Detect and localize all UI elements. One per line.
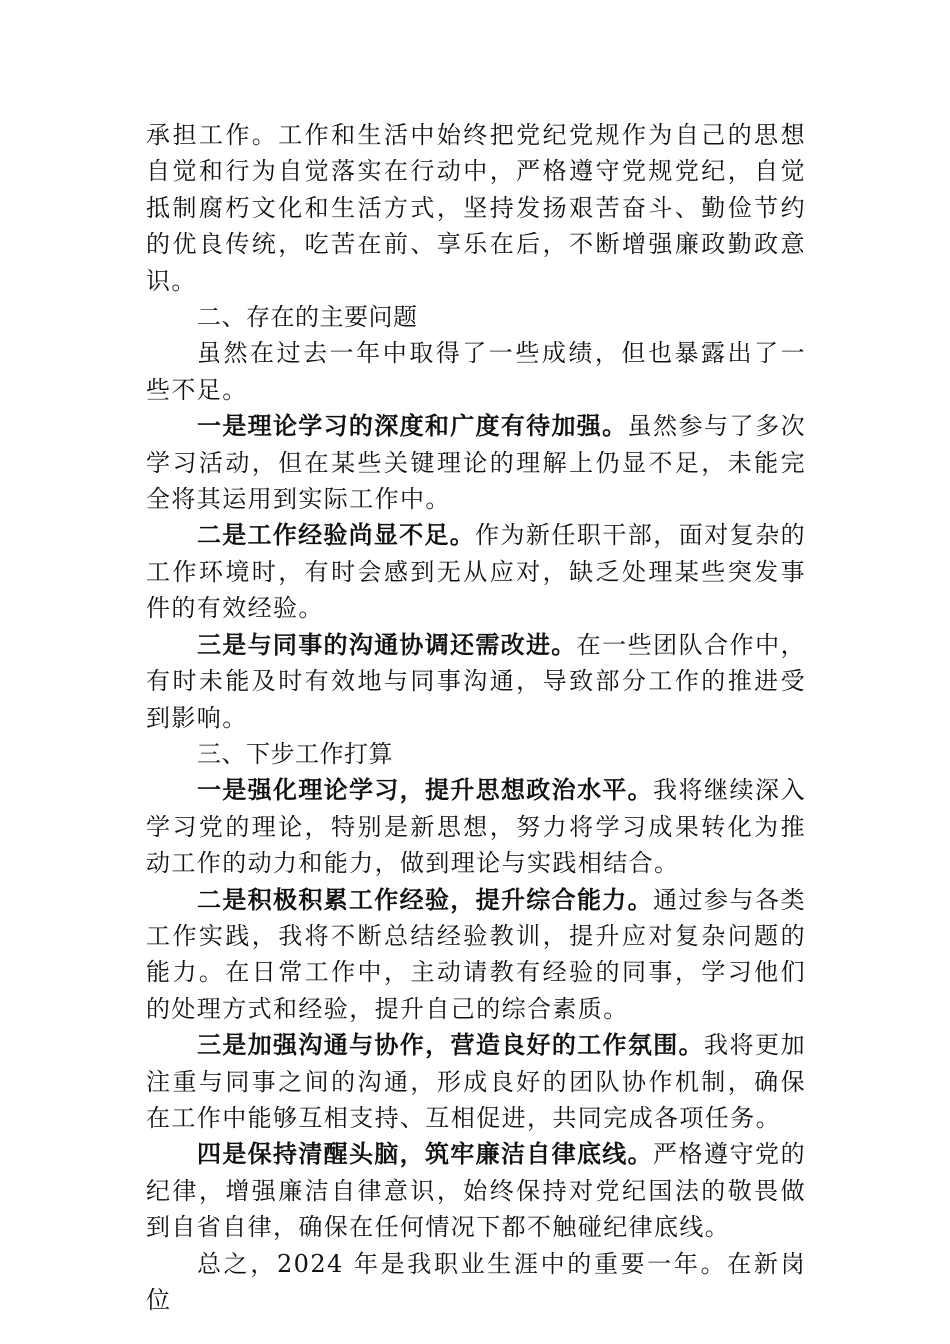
paragraph-plan-3 [146, 1027, 806, 1136]
paragraph-plan-1 [146, 772, 806, 881]
paragraph-lead: 三是加强沟通与协作，营造良好的工作氛围。 [197, 1031, 704, 1060]
paragraph-problems-intro [146, 335, 806, 408]
section-heading-text: 三、下步工作打算 [197, 739, 393, 768]
paragraph-problem-1 [146, 408, 806, 517]
paragraph-text: 严格遵守党的纪律，增强廉洁自律意识，始终保持对党纪国法的敬畏做到自省自律，确保在任何情况下都不触碰纪律底线。 [146, 1140, 806, 1242]
paragraph-text: 在一些团队合作中，有时未能及时有效地与同事沟通，导致部分工作的推进受到影响。 [146, 630, 806, 732]
paragraph-text: 总之，2024 年是我职业生涯中的重要一年。在新岗位 [146, 1249, 806, 1314]
paragraph-plan-2 [146, 882, 806, 1028]
paragraph-continuation [146, 117, 806, 299]
paragraph-lead: 一是强化理论学习，提升思想政治水平。 [197, 776, 653, 805]
paragraph-lead: 三是与同事的沟通协调还需改进。 [197, 630, 577, 659]
paragraph-text: 承担工作。工作和生活中始终把党纪党规作为自己的思想自觉和行为自觉落实在行动中，严格遵守党规党纪，自觉抵制腐朽文化和生活方式，坚持发扬艰苦奋斗、勤俭节约的优良传统，吃苦在前、享乐在后，不断增强廉政勤政意识。 [146, 121, 806, 295]
paragraph-plan-4 [146, 1136, 806, 1245]
section-heading-text: 二、存在的主要问题 [197, 303, 418, 332]
paragraph-text: 虽然在过去一年中取得了一些成绩，但也暴露出了一些不足。 [146, 339, 806, 404]
paragraph-problem-2 [146, 517, 806, 626]
paragraph-text: 我将继续深入学习党的理论，特别是新思想，努力将学习成果转化为推动工作的动力和能力，做到理论与实践相结合。 [146, 776, 806, 878]
section-heading-plans [146, 736, 806, 772]
paragraph-lead: 四是保持清醒头脑，筑牢廉洁自律底线。 [197, 1140, 653, 1169]
paragraph-lead: 二是积极积累工作经验，提升综合能力。 [197, 885, 653, 914]
paragraph-text: 虽然参与了多次学习活动，但在某些关键理论的理解上仍显不足，未能完全将其运用到实际工作中。 [146, 412, 806, 514]
paragraph-summary [146, 1246, 806, 1319]
paragraph-text: 我将更加注重与同事之间的沟通，形成良好的团队协作机制，确保在工作中能够互相支持、互相促进，共同完成各项任务。 [146, 1031, 806, 1132]
section-heading-problems [146, 299, 806, 335]
document-body [146, 117, 806, 1318]
paragraph-text: 通过参与各类工作实践，我将不断总结经验教训，提升应对复杂问题的能力。在日常工作中，主动请教有经验的同事，学习他们的处理方式和经验，提升自己的综合素质。 [146, 885, 806, 1023]
paragraph-problem-3 [146, 627, 806, 736]
paragraph-lead: 二是工作经验尚显不足。 [197, 521, 475, 550]
paragraph-text: 作为新任职干部，面对复杂的工作环境时，有时会感到无从应对，缺乏处理某些突发事件的有效经验。 [146, 521, 806, 623]
paragraph-lead: 一是理论学习的深度和广度有待加强。 [197, 412, 628, 441]
